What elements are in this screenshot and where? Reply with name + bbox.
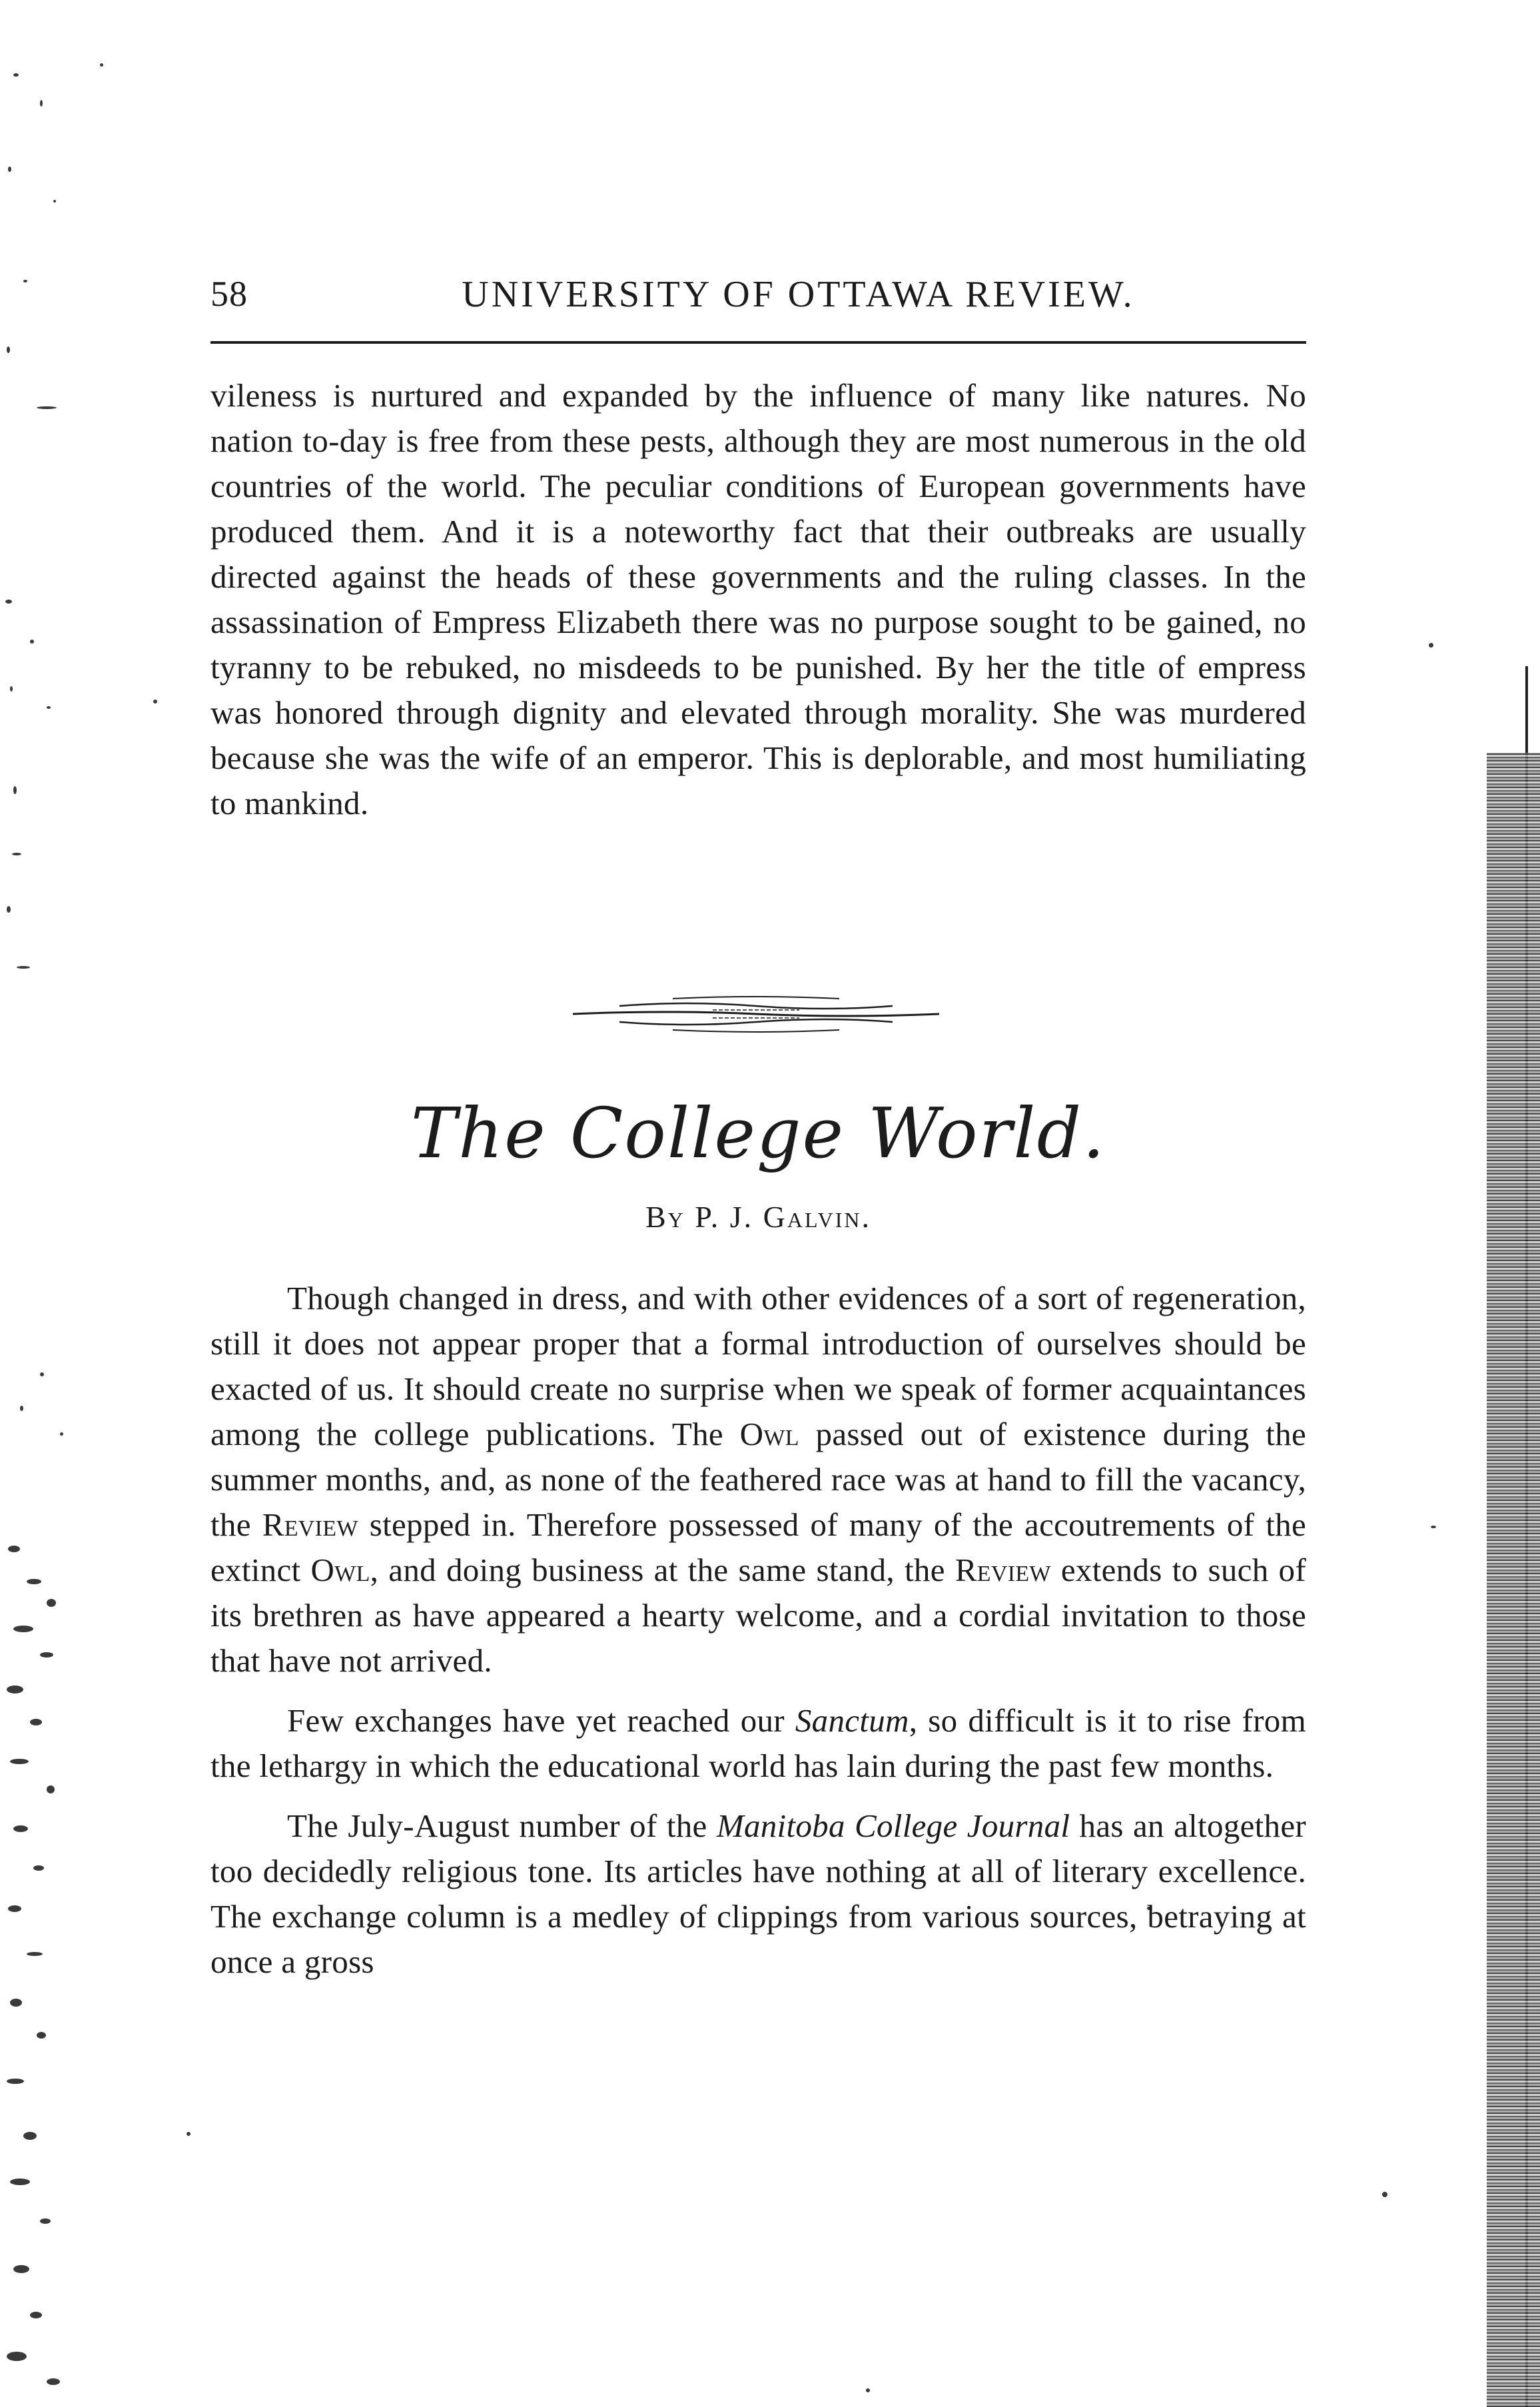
article-title: The College World. — [410, 1093, 1106, 1174]
paragraph: vileness is nurtured and expanded by the influence of many like natures. No nation to-day is free from these pests, although they are most numerous in the old countries of the world. The peculiar conditions of European governments have produced them. And it is a noteworthy fact that their outbreaks are usually directed against the heads of these governments and the ruling classes. In the assassination of Empress Elizabeth there was no purpose sought to be gained, no tyranny to be rebuked, no misdeeds to be punished. By her the title of empress was honored through dignity and elevated through morality. She was murdered because she was the wife of an emperor. This is deplorable, and most humiliating to mankind. — [210, 377, 1306, 821]
previous-article-continuation — [210, 373, 1306, 826]
text-run: stepped in. Therefore possessed of many of the accoutrements of the extinct — [210, 1506, 1307, 1588]
text-run: passed out of existence during the summer months, and, as none of the feathered race was at hand to fill the vacancy, the — [210, 1416, 1306, 1543]
text-run: Few exchanges have yet reached our — [287, 1702, 795, 1739]
text-run: has an altogether too decidedly religious tone. Its articles have nothing at all of literary excellence. The exchange column is a medley of clippings from various sources, betraying at once a gross — [210, 1807, 1306, 1980]
section-divider-ornament — [573, 993, 939, 1039]
header-rule — [210, 341, 1306, 344]
scan-gutter-specks — [0, 0, 133, 2407]
paragraph — [210, 1276, 1306, 1684]
text-run: The July-August number of the — [287, 1807, 717, 1844]
text-run: Though changed in dress, and with other evidences of a sort of regeneration, still it does not appear proper that a formal introduction of ourselves should be exacted of us. It should create no surprise when we speak of former acquaintances among the college publications. The — [210, 1280, 1306, 1452]
publication-name: Review — [955, 1552, 1051, 1588]
text-run: extends to such of its brethren as have appeared a hearty welcome, and a cordial invitation to those that have not arrived. — [210, 1552, 1306, 1679]
running-title: UNIVERSITY OF OTTAWA REVIEW. — [462, 274, 1135, 315]
text-run: , so difficult is it to rise from the lethargy in which the educational world has lain during the past few months. — [210, 1702, 1307, 1784]
text-run: , and doing business at the same stand, the — [370, 1552, 955, 1588]
italic-term: Sanctum — [795, 1702, 909, 1739]
book-binding-edge — [1487, 753, 1540, 2407]
paragraph — [210, 1698, 1306, 1789]
publication-name: Review — [262, 1506, 358, 1543]
publication-name: Owl — [310, 1552, 370, 1588]
article-body — [210, 1276, 1306, 1985]
publication-name: Owl — [739, 1416, 799, 1452]
paragraph — [210, 1803, 1306, 1985]
page-header — [210, 266, 1306, 340]
publication-name: Manitoba College Journal — [716, 1807, 1070, 1844]
article-byline: By P. J. Galvin. — [645, 1200, 871, 1234]
page-number: 58 — [210, 274, 248, 314]
